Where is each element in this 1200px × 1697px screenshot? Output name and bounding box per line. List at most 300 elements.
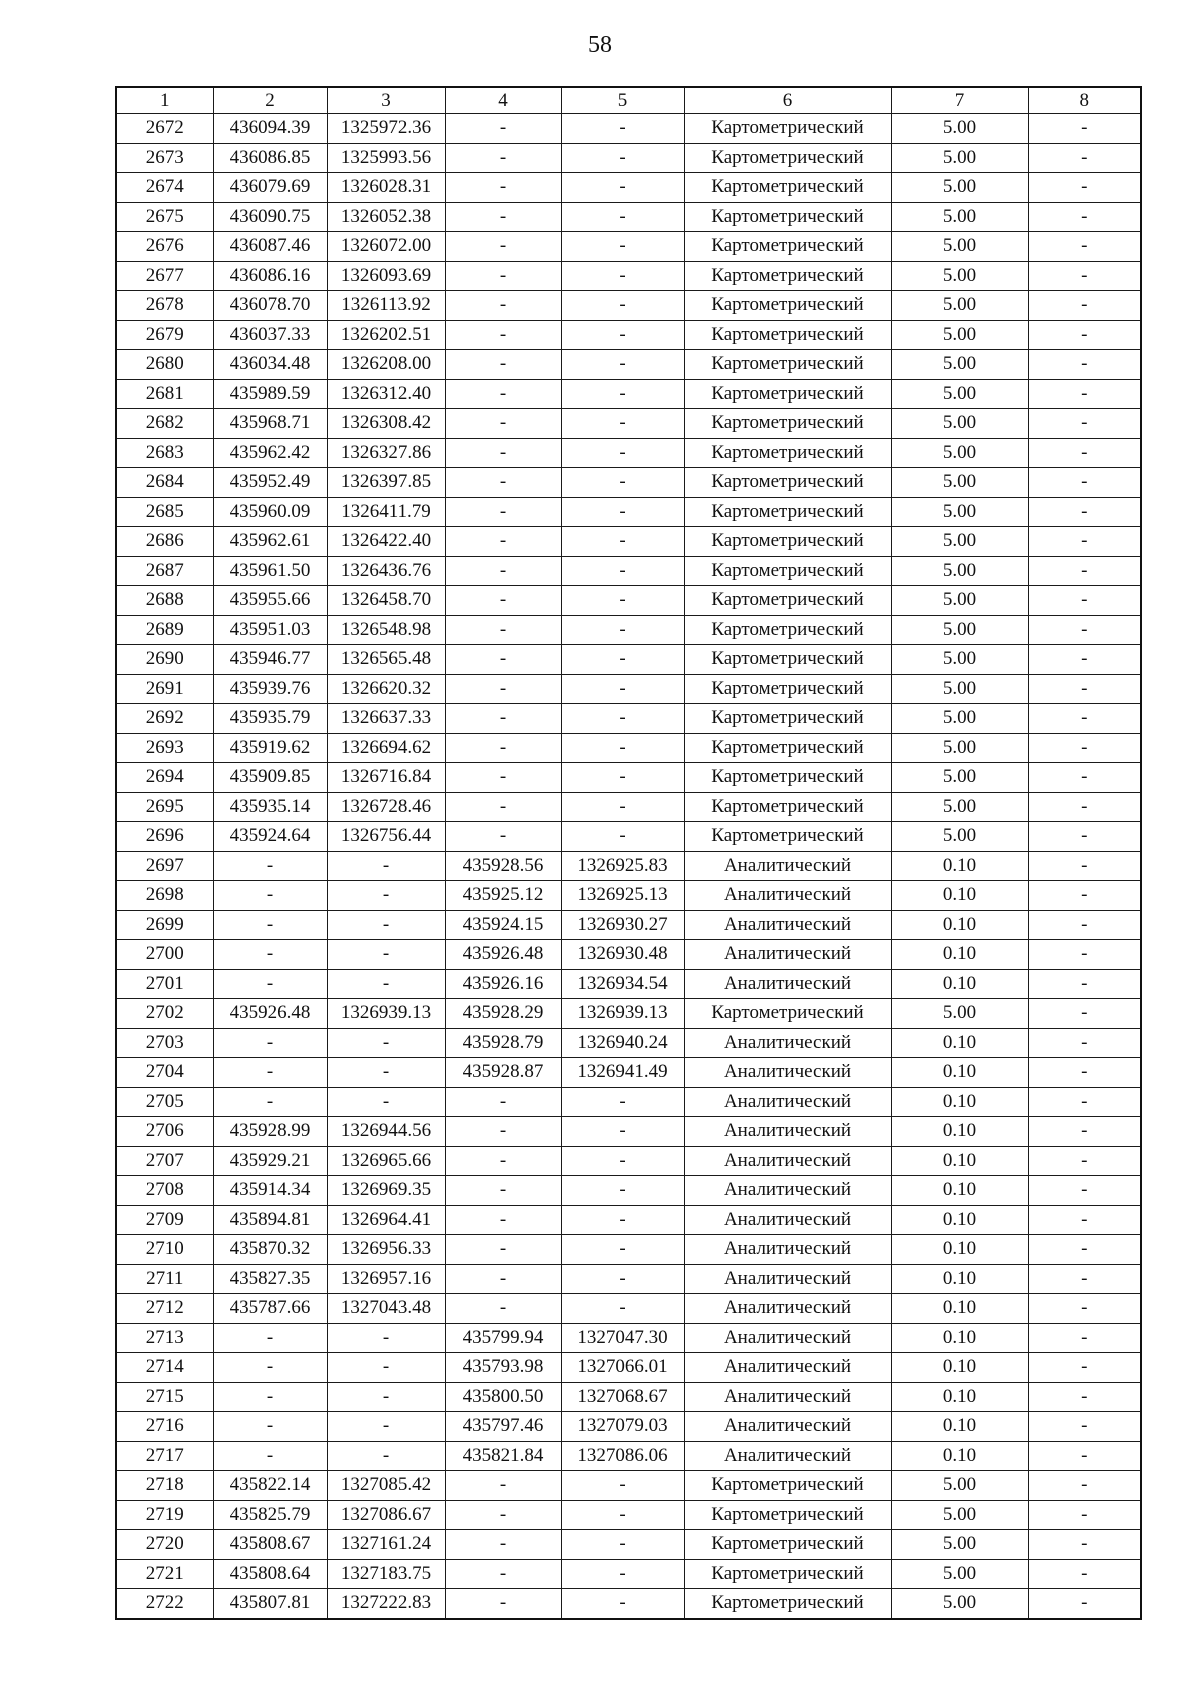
- cell-x-existing: 435926.48: [213, 999, 327, 1029]
- cell-method: Аналитический: [684, 910, 891, 940]
- cell-y-new: 1327068.67: [561, 1382, 684, 1412]
- cell-x-existing: -: [213, 1087, 327, 1117]
- cell-note: -: [1028, 822, 1141, 852]
- table-row: [116, 1117, 1141, 1147]
- cell-x-existing: 435935.79: [213, 704, 327, 734]
- cell-accuracy: 5.00: [891, 438, 1028, 468]
- cell-x-new: -: [445, 1294, 561, 1324]
- table-row: [116, 261, 1141, 291]
- cell-note: -: [1028, 1176, 1141, 1206]
- cell-y-existing: 1325993.56: [327, 143, 445, 173]
- cell-y-new: -: [561, 1176, 684, 1206]
- cell-note: -: [1028, 1235, 1141, 1265]
- cell-x-existing: 436037.33: [213, 320, 327, 350]
- cell-note: -: [1028, 1294, 1141, 1324]
- cell-point-number: 2697: [116, 851, 213, 881]
- cell-y-existing: 1326969.35: [327, 1176, 445, 1206]
- cell-x-new: -: [445, 232, 561, 262]
- cell-y-existing: 1326202.51: [327, 320, 445, 350]
- cell-y-new: -: [561, 143, 684, 173]
- cell-x-existing: 435928.99: [213, 1117, 327, 1147]
- cell-point-number: 2708: [116, 1176, 213, 1206]
- cell-accuracy: 5.00: [891, 232, 1028, 262]
- cell-y-new: 1326925.83: [561, 851, 684, 881]
- column-header-4: 4: [445, 87, 561, 114]
- cell-x-new: 435800.50: [445, 1382, 561, 1412]
- cell-y-existing: 1326548.98: [327, 615, 445, 645]
- cell-accuracy: 0.10: [891, 881, 1028, 911]
- cell-accuracy: 5.00: [891, 261, 1028, 291]
- cell-method: Аналитический: [684, 1294, 891, 1324]
- cell-note: -: [1028, 202, 1141, 232]
- cell-note: -: [1028, 497, 1141, 527]
- cell-y-existing: -: [327, 851, 445, 881]
- cell-method: Картометрический: [684, 1471, 891, 1501]
- table-row: [116, 409, 1141, 439]
- cell-note: -: [1028, 556, 1141, 586]
- cell-method: Картометрический: [684, 674, 891, 704]
- cell-point-number: 2722: [116, 1589, 213, 1619]
- cell-x-existing: 435935.14: [213, 792, 327, 822]
- cell-x-new: 435928.56: [445, 851, 561, 881]
- cell-note: -: [1028, 438, 1141, 468]
- table-row: [116, 822, 1141, 852]
- cell-y-new: -: [561, 1205, 684, 1235]
- cell-accuracy: 0.10: [891, 1353, 1028, 1383]
- table-row: [116, 999, 1141, 1029]
- cell-accuracy: 5.00: [891, 527, 1028, 557]
- cell-y-new: -: [561, 1559, 684, 1589]
- cell-accuracy: 5.00: [891, 792, 1028, 822]
- cell-x-new: -: [445, 615, 561, 645]
- cell-note: -: [1028, 1530, 1141, 1560]
- cell-point-number: 2699: [116, 910, 213, 940]
- cell-y-new: -: [561, 586, 684, 616]
- cell-x-existing: 435952.49: [213, 468, 327, 498]
- column-header-6: 6: [684, 87, 891, 114]
- column-header-7: 7: [891, 87, 1028, 114]
- cell-note: -: [1028, 733, 1141, 763]
- cell-point-number: 2701: [116, 969, 213, 999]
- cell-accuracy: 0.10: [891, 1294, 1028, 1324]
- cell-x-new: -: [445, 1500, 561, 1530]
- cell-x-existing: 435989.59: [213, 379, 327, 409]
- cell-x-new: -: [445, 1176, 561, 1206]
- cell-y-new: -: [561, 733, 684, 763]
- cell-y-existing: 1326957.16: [327, 1264, 445, 1294]
- cell-point-number: 2717: [116, 1441, 213, 1471]
- cell-note: -: [1028, 114, 1141, 144]
- cell-accuracy: 0.10: [891, 1087, 1028, 1117]
- cell-y-existing: 1327085.42: [327, 1471, 445, 1501]
- cell-note: -: [1028, 1087, 1141, 1117]
- table-row: [116, 143, 1141, 173]
- cell-y-existing: 1327183.75: [327, 1559, 445, 1589]
- cell-note: -: [1028, 291, 1141, 321]
- cell-point-number: 2683: [116, 438, 213, 468]
- cell-method: Аналитический: [684, 1087, 891, 1117]
- cell-y-new: -: [561, 468, 684, 498]
- table-row: [116, 645, 1141, 675]
- cell-y-new: -: [561, 1530, 684, 1560]
- cell-method: Картометрический: [684, 114, 891, 144]
- cell-y-new: 1327086.06: [561, 1441, 684, 1471]
- cell-y-existing: 1327043.48: [327, 1294, 445, 1324]
- cell-x-existing: 435870.32: [213, 1235, 327, 1265]
- cell-y-new: -: [561, 202, 684, 232]
- cell-x-existing: 436086.85: [213, 143, 327, 173]
- cell-point-number: 2700: [116, 940, 213, 970]
- cell-x-existing: 435808.67: [213, 1530, 327, 1560]
- cell-x-existing: -: [213, 1058, 327, 1088]
- cell-accuracy: 5.00: [891, 556, 1028, 586]
- cell-method: Аналитический: [684, 1146, 891, 1176]
- cell-point-number: 2711: [116, 1264, 213, 1294]
- cell-x-new: 435926.48: [445, 940, 561, 970]
- cell-y-new: -: [561, 822, 684, 852]
- cell-method: Аналитический: [684, 940, 891, 970]
- cell-y-existing: 1326052.38: [327, 202, 445, 232]
- cell-point-number: 2684: [116, 468, 213, 498]
- cell-y-existing: 1327161.24: [327, 1530, 445, 1560]
- cell-method: Картометрический: [684, 733, 891, 763]
- cell-x-new: -: [445, 320, 561, 350]
- table-row: [116, 1087, 1141, 1117]
- cell-y-existing: 1326436.76: [327, 556, 445, 586]
- cell-method: Картометрический: [684, 232, 891, 262]
- cell-y-new: -: [561, 704, 684, 734]
- cell-x-new: -: [445, 1589, 561, 1619]
- table-row: [116, 1412, 1141, 1442]
- cell-y-existing: 1326965.66: [327, 1146, 445, 1176]
- cell-point-number: 2689: [116, 615, 213, 645]
- cell-y-existing: 1326312.40: [327, 379, 445, 409]
- cell-x-existing: 435825.79: [213, 1500, 327, 1530]
- cell-y-new: -: [561, 1117, 684, 1147]
- cell-x-new: 435928.87: [445, 1058, 561, 1088]
- cell-x-new: -: [445, 1471, 561, 1501]
- cell-point-number: 2716: [116, 1412, 213, 1442]
- cell-note: -: [1028, 1264, 1141, 1294]
- cell-note: -: [1028, 792, 1141, 822]
- table-row: [116, 114, 1141, 144]
- cell-x-new: -: [445, 763, 561, 793]
- table-row: [116, 733, 1141, 763]
- cell-point-number: 2686: [116, 527, 213, 557]
- table-row: [116, 379, 1141, 409]
- cell-accuracy: 5.00: [891, 615, 1028, 645]
- cell-x-existing: 435929.21: [213, 1146, 327, 1176]
- cell-note: -: [1028, 1382, 1141, 1412]
- cell-x-new: 435797.46: [445, 1412, 561, 1442]
- cell-y-new: 1326941.49: [561, 1058, 684, 1088]
- table-row: [116, 438, 1141, 468]
- cell-point-number: 2703: [116, 1028, 213, 1058]
- table-row: [116, 1205, 1141, 1235]
- cell-x-new: -: [445, 173, 561, 203]
- cell-y-existing: -: [327, 881, 445, 911]
- cell-x-existing: 436078.70: [213, 291, 327, 321]
- cell-accuracy: 5.00: [891, 1530, 1028, 1560]
- cell-point-number: 2704: [116, 1058, 213, 1088]
- cell-note: -: [1028, 1323, 1141, 1353]
- cell-accuracy: 0.10: [891, 1205, 1028, 1235]
- cell-y-existing: 1326939.13: [327, 999, 445, 1029]
- cell-method: Картометрический: [684, 645, 891, 675]
- cell-x-new: -: [445, 143, 561, 173]
- cell-point-number: 2719: [116, 1500, 213, 1530]
- cell-method: Картометрический: [684, 586, 891, 616]
- cell-y-existing: -: [327, 1087, 445, 1117]
- cell-y-existing: 1326458.70: [327, 586, 445, 616]
- table-row: [116, 910, 1141, 940]
- cell-accuracy: 0.10: [891, 1028, 1028, 1058]
- cell-x-existing: 435909.85: [213, 763, 327, 793]
- cell-y-new: -: [561, 291, 684, 321]
- cell-y-new: -: [561, 763, 684, 793]
- cell-method: Аналитический: [684, 1205, 891, 1235]
- cell-accuracy: 5.00: [891, 202, 1028, 232]
- cell-accuracy: 0.10: [891, 851, 1028, 881]
- cell-y-new: -: [561, 320, 684, 350]
- cell-y-new: 1326930.27: [561, 910, 684, 940]
- cell-y-existing: 1326208.00: [327, 350, 445, 380]
- cell-x-new: -: [445, 350, 561, 380]
- table-row: [116, 615, 1141, 645]
- cell-x-existing: 435939.76: [213, 674, 327, 704]
- cell-note: -: [1028, 143, 1141, 173]
- cell-note: -: [1028, 1353, 1141, 1383]
- cell-x-existing: 435962.61: [213, 527, 327, 557]
- cell-note: -: [1028, 910, 1141, 940]
- cell-method: Аналитический: [684, 851, 891, 881]
- cell-note: -: [1028, 1441, 1141, 1471]
- cell-accuracy: 5.00: [891, 350, 1028, 380]
- cell-point-number: 2678: [116, 291, 213, 321]
- cell-x-new: -: [445, 792, 561, 822]
- cell-x-new: -: [445, 645, 561, 675]
- cell-y-existing: -: [327, 969, 445, 999]
- cell-note: -: [1028, 940, 1141, 970]
- cell-note: -: [1028, 320, 1141, 350]
- cell-point-number: 2696: [116, 822, 213, 852]
- cell-note: -: [1028, 1412, 1141, 1442]
- cell-y-new: -: [561, 409, 684, 439]
- cell-note: -: [1028, 704, 1141, 734]
- cell-x-new: -: [445, 1087, 561, 1117]
- column-header-1: 1: [116, 87, 213, 114]
- cell-method: Картометрический: [684, 202, 891, 232]
- cell-point-number: 2707: [116, 1146, 213, 1176]
- cell-note: -: [1028, 851, 1141, 881]
- cell-note: -: [1028, 409, 1141, 439]
- cell-y-new: -: [561, 497, 684, 527]
- table-row: [116, 1589, 1141, 1619]
- table-row: [116, 527, 1141, 557]
- cell-note: -: [1028, 763, 1141, 793]
- cell-y-new: -: [561, 1264, 684, 1294]
- cell-x-new: -: [445, 291, 561, 321]
- table-row: [116, 497, 1141, 527]
- cell-x-new: 435926.16: [445, 969, 561, 999]
- cell-accuracy: 5.00: [891, 173, 1028, 203]
- cell-y-new: 1327079.03: [561, 1412, 684, 1442]
- cell-method: Картометрический: [684, 704, 891, 734]
- cell-accuracy: 5.00: [891, 645, 1028, 675]
- cell-y-new: 1326925.13: [561, 881, 684, 911]
- table-row: [116, 1323, 1141, 1353]
- cell-x-existing: 435822.14: [213, 1471, 327, 1501]
- cell-x-new: -: [445, 409, 561, 439]
- cell-y-existing: 1327222.83: [327, 1589, 445, 1619]
- column-header-8: 8: [1028, 87, 1141, 114]
- table-row: [116, 1294, 1141, 1324]
- cell-x-new: -: [445, 1235, 561, 1265]
- cell-x-new: 435928.29: [445, 999, 561, 1029]
- table-row: [116, 202, 1141, 232]
- cell-y-existing: -: [327, 1382, 445, 1412]
- table-row: [116, 704, 1141, 734]
- table-row: [116, 1058, 1141, 1088]
- cell-accuracy: 5.00: [891, 733, 1028, 763]
- cell-y-existing: -: [327, 1028, 445, 1058]
- cell-y-existing: -: [327, 940, 445, 970]
- cell-method: Аналитический: [684, 1323, 891, 1353]
- cell-method: Аналитический: [684, 1264, 891, 1294]
- cell-x-new: -: [445, 379, 561, 409]
- cell-accuracy: 0.10: [891, 910, 1028, 940]
- cell-accuracy: 5.00: [891, 114, 1028, 144]
- cell-x-new: 435928.79: [445, 1028, 561, 1058]
- cell-y-existing: 1326944.56: [327, 1117, 445, 1147]
- cell-method: Картометрический: [684, 1530, 891, 1560]
- cell-method: Аналитический: [684, 1117, 891, 1147]
- cell-method: Аналитический: [684, 1382, 891, 1412]
- cell-x-new: -: [445, 733, 561, 763]
- cell-accuracy: 5.00: [891, 763, 1028, 793]
- cell-accuracy: 0.10: [891, 969, 1028, 999]
- cell-y-existing: -: [327, 1323, 445, 1353]
- cell-x-existing: 436034.48: [213, 350, 327, 380]
- table-row: [116, 792, 1141, 822]
- cell-method: Картометрический: [684, 497, 891, 527]
- cell-method: Аналитический: [684, 1353, 891, 1383]
- column-header-5: 5: [561, 87, 684, 114]
- cell-x-existing: 436094.39: [213, 114, 327, 144]
- column-header-2: 2: [213, 87, 327, 114]
- cell-note: -: [1028, 586, 1141, 616]
- cell-y-new: -: [561, 1589, 684, 1619]
- cell-y-existing: -: [327, 1441, 445, 1471]
- cell-y-new: -: [561, 379, 684, 409]
- cell-y-existing: 1325972.36: [327, 114, 445, 144]
- cell-method: Аналитический: [684, 1235, 891, 1265]
- coordinates-table: [115, 86, 1142, 1620]
- table-row: [116, 851, 1141, 881]
- cell-note: -: [1028, 232, 1141, 262]
- header-row: [116, 87, 1141, 114]
- cell-y-new: -: [561, 350, 684, 380]
- table-row: [116, 674, 1141, 704]
- cell-point-number: 2682: [116, 409, 213, 439]
- cell-x-new: 435924.15: [445, 910, 561, 940]
- cell-note: -: [1028, 261, 1141, 291]
- cell-method: Картометрический: [684, 379, 891, 409]
- cell-accuracy: 0.10: [891, 1323, 1028, 1353]
- cell-point-number: 2702: [116, 999, 213, 1029]
- cell-point-number: 2698: [116, 881, 213, 911]
- cell-x-new: 435821.84: [445, 1441, 561, 1471]
- cell-note: -: [1028, 1205, 1141, 1235]
- cell-method: Картометрический: [684, 350, 891, 380]
- cell-point-number: 2720: [116, 1530, 213, 1560]
- cell-y-existing: 1327086.67: [327, 1500, 445, 1530]
- cell-note: -: [1028, 999, 1141, 1029]
- cell-point-number: 2695: [116, 792, 213, 822]
- cell-point-number: 2714: [116, 1353, 213, 1383]
- cell-point-number: 2679: [116, 320, 213, 350]
- cell-note: -: [1028, 645, 1141, 675]
- cell-y-existing: 1326637.33: [327, 704, 445, 734]
- cell-x-new: -: [445, 1205, 561, 1235]
- cell-note: -: [1028, 969, 1141, 999]
- cell-point-number: 2690: [116, 645, 213, 675]
- cell-y-existing: 1326411.79: [327, 497, 445, 527]
- cell-method: Картометрический: [684, 792, 891, 822]
- cell-note: -: [1028, 1471, 1141, 1501]
- cell-y-new: -: [561, 438, 684, 468]
- cell-accuracy: 5.00: [891, 1471, 1028, 1501]
- cell-accuracy: 5.00: [891, 704, 1028, 734]
- cell-accuracy: 0.10: [891, 1264, 1028, 1294]
- cell-x-new: -: [445, 261, 561, 291]
- cell-note: -: [1028, 1117, 1141, 1147]
- cell-x-existing: -: [213, 1382, 327, 1412]
- cell-x-existing: 435951.03: [213, 615, 327, 645]
- cell-note: -: [1028, 674, 1141, 704]
- cell-method: Картометрический: [684, 1500, 891, 1530]
- table-row: [116, 556, 1141, 586]
- table-row: [116, 1471, 1141, 1501]
- cell-point-number: 2721: [116, 1559, 213, 1589]
- cell-x-existing: 435787.66: [213, 1294, 327, 1324]
- cell-method: Аналитический: [684, 969, 891, 999]
- cell-x-existing: -: [213, 1441, 327, 1471]
- table-row: [116, 232, 1141, 262]
- cell-x-new: -: [445, 497, 561, 527]
- cell-note: -: [1028, 1559, 1141, 1589]
- cell-y-new: 1326934.54: [561, 969, 684, 999]
- cell-y-existing: -: [327, 1412, 445, 1442]
- cell-y-new: -: [561, 1471, 684, 1501]
- cell-point-number: 2692: [116, 704, 213, 734]
- table-row: [116, 969, 1141, 999]
- cell-y-existing: 1326716.84: [327, 763, 445, 793]
- cell-x-existing: -: [213, 851, 327, 881]
- cell-method: Картометрический: [684, 438, 891, 468]
- cell-point-number: 2706: [116, 1117, 213, 1147]
- cell-accuracy: 0.10: [891, 1412, 1028, 1442]
- page-number: 58: [588, 32, 612, 58]
- cell-x-existing: -: [213, 1323, 327, 1353]
- table-row: [116, 1441, 1141, 1471]
- cell-point-number: 2680: [116, 350, 213, 380]
- cell-method: Картометрический: [684, 822, 891, 852]
- cell-method: Аналитический: [684, 1058, 891, 1088]
- table-row: [116, 291, 1141, 321]
- cell-x-existing: -: [213, 1412, 327, 1442]
- cell-y-existing: -: [327, 1058, 445, 1088]
